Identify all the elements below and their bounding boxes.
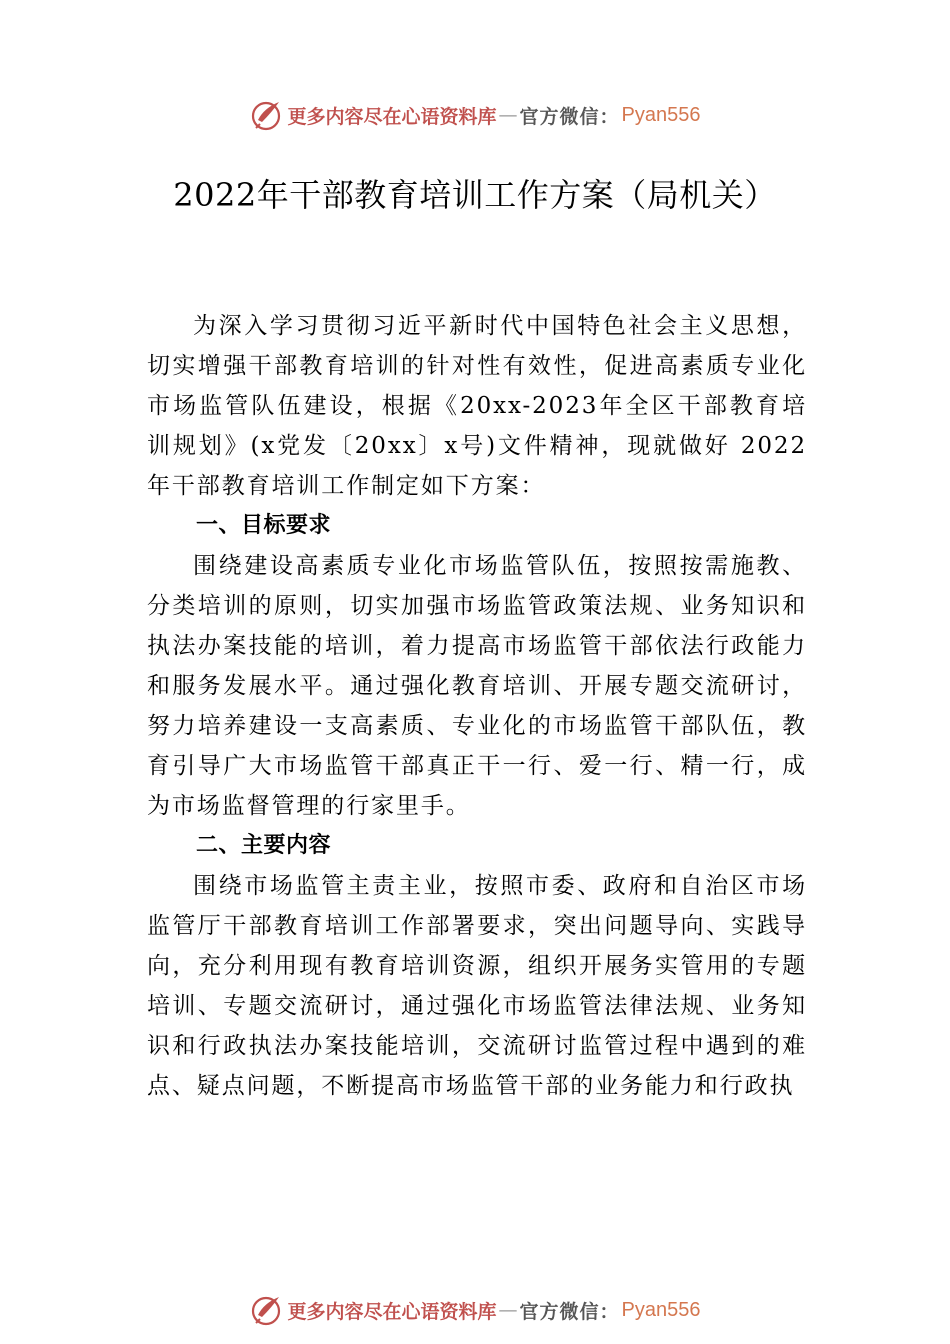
watermark-wechat-label: 官方微信：: [519, 1300, 620, 1323]
watermark-wechat-id: Pyan556: [621, 103, 701, 126]
watermark-main-text: 更多内容尽在心语资料库: [287, 105, 497, 128]
content-paragraph: 围绕市场监管主责主业，按照市委、政府和自治区市场监管厅干部教育培训工作部署要求，突出问题导向、实践导向，充分利用现有教育培训资源，组织开展务实管用的专题培训、专题交流研讨，通过强化市场监管法律法规、业务知识和行政执法办案技能培训，交流研讨监管过程中遇到的难点、疑点问题，不断提高市场监管干部的业务能力和行政执: [147, 873, 807, 1099]
quill-logo-icon: [250, 98, 284, 132]
section-heading-content: 二、主要内容: [196, 833, 332, 858]
document-title: 2022年干部教育培训工作方案（局机关）: [173, 176, 777, 214]
goals-paragraph: 围绕建设高素质专业化市场监管队伍，按照按需施教、分类培训的原则，切实加强市场监管政策法规、业务知识和执法办案技能的培训，着力提高市场监管干部依法行政能力和服务发展水平。通过强化教育培训、开展专题交流研讨，努力培养建设一支高素质、专业化的市场监管干部队伍，教育引导广大市场监管干部真正干一行、爱一行、精一行，成为市场监督管理的行家里手。: [147, 553, 807, 819]
watermark-main-text: 更多内容尽在心语资料库: [287, 1300, 497, 1323]
quill-logo-icon: [250, 1293, 284, 1327]
watermark-dash: —: [498, 104, 518, 126]
watermark-bottom: [0, 1290, 950, 1330]
watermark-wechat-id: Pyan556: [621, 1298, 701, 1321]
document-body: [147, 306, 807, 1106]
watermark-top: [0, 95, 950, 135]
watermark-wechat-label: 官方微信：: [519, 105, 620, 128]
section-heading-goals: 一、目标要求: [196, 513, 332, 538]
watermark-dash: —: [498, 1299, 518, 1321]
intro-paragraph: 为深入学习贯彻习近平新时代中国特色社会主义思想，切实增强干部教育培训的针对性有效性，促进高素质专业化市场监管队伍建设，根据《20xx-2023年全区干部教育培训规划》(x党发〔20xx〕x号)文件精神，现就做好 2022年干部教育培训工作制定如下方案：: [147, 313, 807, 499]
